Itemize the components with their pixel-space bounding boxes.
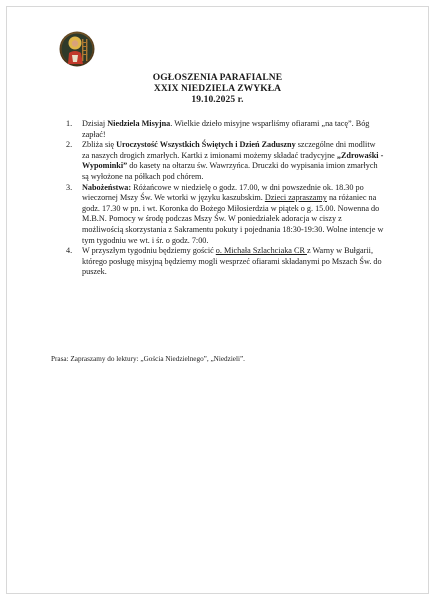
item-text: szczególne dni modlitw za naszych drogich zmarłych. Kartki z imionami możemy składać tradycyjne [82,140,376,160]
list-item [66,183,384,247]
item-text: na różaniec na godz. 17.30 w pn. i wt. Koronka do Bożego Miłosierdzia w piątek o g. 15.00. Nowenna do M.B.N. Pomocy w środę podczas Mszy Św. W poniedziałek adoracja w ciszy z możliwością skorzystania z Sakramentu pokuty i pojednania 18:30-19:30. Wolne intencje w tym tygodniu we wt. i śr. o godz. 7:00. [82,193,384,245]
item-bold: Niedziela Misyjna [107,119,171,128]
item-number: 2. [66,140,73,150]
item-number: 4. [66,246,73,256]
item-text: z Warny w Bułgarii, którego posługę misyjną będziemy mogli wesprzeć ofiarami składanymi po Mszach Św. do puszek. [82,246,382,277]
item-text: W przyszłym tygodniu będziemy gościć [82,246,216,256]
item-number: 1. [66,119,73,128]
parish-saint-logo [59,31,95,67]
press-footer: Prasa: Zapraszamy do lektury: „Gościa Niedzielnego”, „Niedzieli”. [51,355,245,363]
header-date: 19.10.2025 r. [191,95,244,105]
item-number: 3. [66,182,73,192]
item-text: Dzisiaj [82,119,108,128]
item-text: Różańcowe w niedzielę o godz. 17.00, w dni powszednie ok. 18.30 po wieczornej Mszy Św. We wtorki w języku kaszubskim. [82,182,364,203]
item-bold: Uroczystość Wszystkich Świętych i Dzień Zaduszny [116,140,296,150]
list-item [66,246,384,278]
list-item [66,119,384,140]
announcements-list [66,119,384,278]
header-title: OGŁOSZENIA PARAFIALNE [152,73,283,83]
item-bold: „Zdrowaśki - Wypominki” [82,150,384,171]
item-text: . Wielkie dzieło misyjne wsparliśmy ofiarami „na tacę”. Bóg zapłać! [82,119,370,139]
announcements-header [7,73,428,106]
list-item [66,140,384,182]
header-sunday: XXIX NIEDZIELA ZWYKŁA [153,84,282,94]
document-page [6,6,429,594]
item-bold: Nabożeństwa: [82,182,132,192]
item-underlined: o. Michała Szlachciaka CR [215,246,307,256]
item-text: do kasety na ołtarzu św. Wawrzyńca. Druczki do wypisania imion zmarłych są wyłożone na półkach pod chórem. [82,161,378,181]
item-underlined: Dzieci zapraszamy [264,193,327,203]
item-text: Zbliża się [82,140,117,150]
